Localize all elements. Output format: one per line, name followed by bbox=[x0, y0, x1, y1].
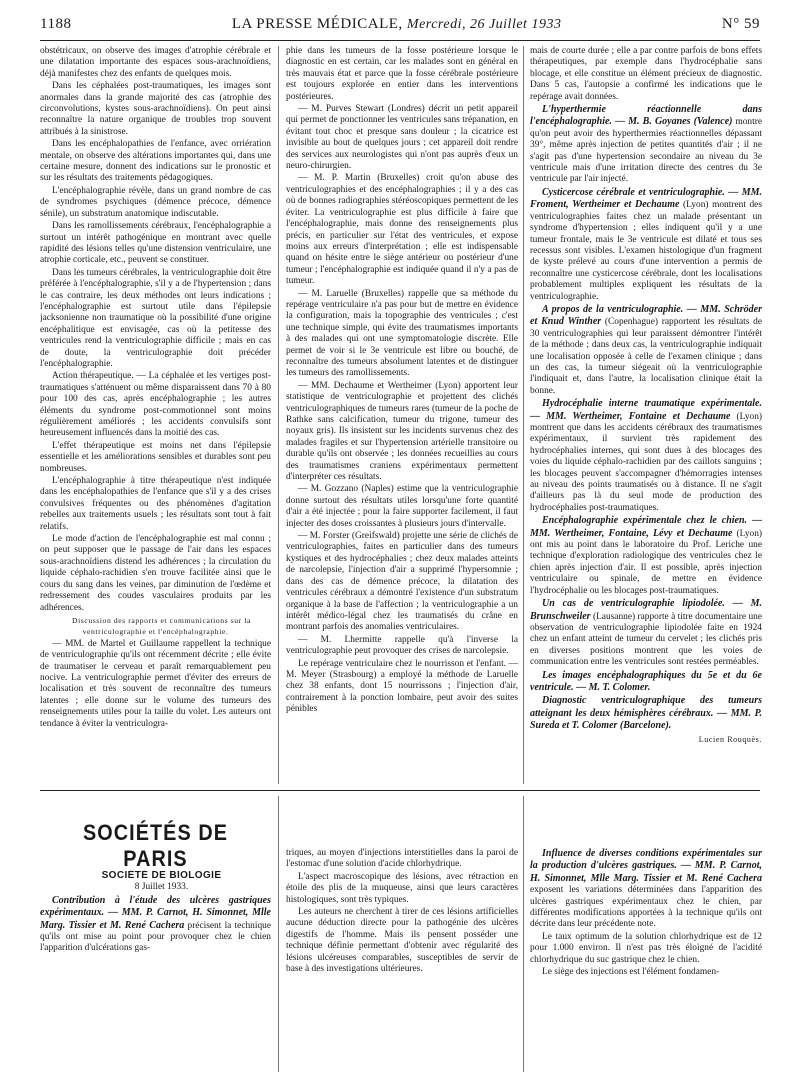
section-heading: Les images encéphalographiques du 5e et du 6e ventricule. — M. T. Colomer. bbox=[530, 669, 762, 693]
column-divider bbox=[523, 46, 524, 784]
section-paragraph: Le repérage ventriculaire chez le nourrisson et l'enfant. — M. Meyer (Strasbourg) a employé la méthode de Laruelle chez 38 enfants, dont 15 nourrissons ; l'injection d'air, contrairement à la ponction lombaire, peut avoir des suites pénibles bbox=[286, 658, 518, 715]
paragraph: L'encéphalographie révèle, dans un grand nombre de cas de syndromes psychiques (démence précoce, démence sénile), un substratum anatomique indiscutable. bbox=[40, 185, 271, 219]
paragraph: Dans les ramollissements cérébraux, l'encéphalographie a surtout un intérêt pathogénique en montrant avec quelle rapidité des lésions telles qu'une distension ventriculaire, une atrophie corticale, etc., peuvent se constituer. bbox=[40, 221, 271, 266]
paragraph: Dans les céphalées post-traumatiques, les images sont anormales dans la grande majorité des cas (atrophie des circonvolutions, kystes sous-arachnoïdiens). On peut ainsi reconnaître la nature organique de troubles trop souvent attribués à la sinistrose. bbox=[40, 81, 271, 137]
issue-number: N° 59 bbox=[721, 16, 760, 32]
section-title: SOCIÉTÉS DE PARIS bbox=[82, 820, 229, 871]
paragraph: — MM. de Martel et Guillaume rappellent la technique de ventriculographie qu'ils ont récemment décrite ; elle évite de traumatiser le cerveau et paraît remarquablement peu nocive. La ventriculographie permet d'éviter des erreurs de localisation et très souvent de reconnaître des tumeurs latentes ; elle donne sur le volume des tumeurs des renseignements utiles pour la taille du volet. Les auteurs ont tendance à éviter la ventriculogra- bbox=[40, 638, 271, 729]
section-paragraph bbox=[530, 670, 762, 695]
bottom-column-1 bbox=[40, 870, 271, 1070]
section-heading: Contribution à l'étude des ulcères gastriques expérimentaux. — MM. P. Carnot, H. Simonnet, Mlle Marg. Tissier et M. René Cachera bbox=[40, 894, 271, 931]
section-paragraph bbox=[530, 598, 762, 668]
page-header bbox=[40, 16, 760, 41]
author-signature: Lucien Rouquès. bbox=[698, 734, 762, 744]
column-divider bbox=[523, 796, 524, 1072]
section-paragraph bbox=[530, 104, 762, 186]
discussion-heading: Discussion des rapports et communications sur la ventriculographie et l'encéphalographie. bbox=[72, 615, 251, 637]
section-heading: Cysticercose cérébrale et ventriculographie. — MM. Froment, Wertheimer et Dechaume bbox=[530, 186, 762, 211]
section-paragraph bbox=[530, 695, 762, 732]
section-text: (Lyon) montrent que dans les accidents cérébraux des traumatismes expérimentaux, il survient très rapidement des hydrocéphalies internes, qui sont dues à des blocages des voies du liquide céphalo-rachidien par des caillots sanguins ; les blocages peuvent s'accompagner d'hémorragies intenses au niveau des points traumatisés ou à distance. Il ne s'agit d'ailleurs pas là du seul mode de production des hydrocéphalies post-traumatiques. bbox=[530, 411, 762, 513]
section-paragraph bbox=[530, 515, 762, 597]
paragraph: — M. Gozzano (Naples) estime que la ventriculographie donne surtout des résultats utiles lorsqu'une forte quantité d'air a été injectée ; pour la faire supporter facilement, il faut injecter des doses croissantes à plusieurs jours d'intervalle. bbox=[286, 484, 518, 529]
section-text: (Lausanne) rapporte à titre documentaire une observation de ventriculographie lipiodolée faite en 1924 chez un enfant atteint de tumeur du cervelet ; les clichés pris en diverses positions montrent que les voies de communication entre les ventricules sont restées perméables. bbox=[530, 611, 762, 668]
section-text: (Lyon) montrent des ventriculographies faites chez un malade présentant un syndrome d'hypertension ; elles indiquent qu'il y a une tumeur frontale, mais le 3e ventricule est dilaté et tous ses recessus sont visibles. L'examen histologique d'un fragment de kyste prélevé au cours d'une intervention a permis de reconnaître une cysticercose cérébrale, dont les localisations probablement multiples expliquent les résultats de la ventriculographie. bbox=[530, 200, 762, 302]
column-1 bbox=[40, 46, 271, 784]
paragraph: — M. P. Martin (Bruxelles) croit qu'on abuse des ventriculographies et des encéphalographies ; il y a des cas où de bonnes radiographies stéréoscopiques permettent de les éviter. La ventriculographie est plus difficile à faire que l'encéphalographie, mais donne des renseignements plus précis, en particulier sur l'état des ventricules, et expose moins aux erreurs d'interprétation ; elle est indispensable quand on hésite entre le siège antérieur ou postérieur d'une tumeur ; l'encéphalographie est indiquée quand il n'y a pas de tumeur. bbox=[286, 173, 518, 287]
section-text: exposent les variations déterminées dans l'apparition des ulcères gastriques expérimentaux chez le chien, par différentes modifications apportées à la technique qu'ils ont décrite dans leur précédente note. bbox=[530, 885, 762, 930]
column-3 bbox=[530, 46, 762, 784]
section-heading: Hydrocéphalie interne traumatique expérimentale. — MM. Wertheimer, Fontaine et Dechaume bbox=[530, 398, 762, 422]
paragraph: Dans les encéphalopathies de l'enfance, avec orriération mentale, on observe des altérations importantes qui, dans une certaine mesure, donnent des indications sur le pronostic et sur les résultats des traitements pédagogiques. bbox=[40, 139, 271, 184]
issue-date: Mercredi, 26 Juillet 1933 bbox=[406, 17, 562, 32]
society-name: SOCIÉTÉ DE BIOLOGIE bbox=[101, 870, 222, 881]
paragraph: — M. Purves Stewart (Londres) décrit un petit appareil qui permet de ponctionner les ventricules sans trépanation, en évitant tout choc et presque sans douleur ; la cicatrice est invisible au bout de quelques jours ; cet appareil doit rendre des services aux neurologistes qui n'ont pas auprès d'eux un neuro-chirurgien. bbox=[286, 104, 518, 172]
section-heading: Diagnostic ventriculographique des tumeurs atteignant les deux hémisphères cérébraux. — MM. P. Sureda et T. Colomer (Barcelone). bbox=[530, 695, 762, 732]
journal-name: LA PRESSE MÉDICALE, bbox=[231, 16, 403, 32]
section-paragraph bbox=[530, 848, 762, 931]
session-date: 8 Juillet 1933. bbox=[134, 882, 189, 893]
section-heading: Un cas de ventriculographie lipiodolée. — M. Brunschweiler bbox=[530, 598, 762, 622]
journal-title bbox=[232, 16, 562, 33]
section-text: (Lyon) ont mis au point dans le laboratoire du Prof. Leriche une technique d'exploration radiologique des ventricules chez le chien après injection d'air. Il est possible, après injection ventriculaire ou spinale, de mettre en évidence l'hydrocéphalie ou les blocages post-traumatiques. bbox=[530, 528, 762, 596]
paragraph: Le mode d'action de l'encéphalographie est mal connu ; on peut supposer que le passage de l'air dans les espaces sous-arachnoïdiens distend les adhérences ; la circulation du liquide céphalo-rachidien s'en trouve facilitée ainsi que le cours du sang dans les veines, par diminution de l'œdème et redressement des coudes vasculaires produits par les adhérences. bbox=[40, 534, 271, 613]
section-heading: L'hyperthermie réactionnelle dans l'encéphalographie. — M. B. Goyanes (Valence) bbox=[530, 104, 762, 128]
section-text: précisent la technique qu'ils ont mise au point pour provoquer chez le chien l'apparition d'ulcérations gas- bbox=[40, 920, 271, 954]
paragraph: L'encéphalographie à titre thérapeutique n'est indiquée dans les encéphalopathies de l'enfance que s'il y a des crises convulsives fréquentes ou des phénomènes d'agitation rebelles aux traitements usuels ; les résultats sont tout à fait relatifs. bbox=[40, 476, 271, 532]
paragraph: phie dans les tumeurs de la fosse postérieure lorsque le diagnostic en est certain, car les malades sont en général en très mauvais état et parce que la fosse cérébrale postérieure est toujours explorée en entier dans les interventions postérieures. bbox=[286, 46, 518, 102]
paragraph: Dans les tumeurs cérébrales, la ventriculographie doit être préférée à l'encéphalographie, s'il y a de l'hypertension ; dans le cas contraire, les deux méthodes ont leurs indications ; l'encéphalographie est surtout utile dans l'épilepsie jacksonienne non traumatique où la possibilité d'une origine encéphalitique est envisagée, cas où la petitesse des ventricules rend la ventriculographie difficile ; mais en cas de doute, la ventriculographie doit précéder l'encéphalographie. bbox=[40, 267, 271, 369]
paragraph: L'aspect macroscopique des lésions, avec rétraction en étoile des plis de la muqueuse, ainsi que leurs caractères histologiques, sont très typiques. bbox=[286, 871, 518, 905]
paragraph: Les auteurs ne cherchent à tirer de ces lésions artificielles aucune déduction directe pour la pathogénie des ulcères digestifs de l'homme. Mais ils pensent posséder une technique définie permettant d'obtenir avec régularité des lésions ulcéreuses comparables, susceptibles de servir de base à des investigations ultérieures. bbox=[286, 907, 518, 975]
paragraph: triques, au moyen d'injections interstitielles dans la paroi de l'estomac d'une solution d'acide chlorhydrique. bbox=[286, 848, 518, 870]
paragraph: L'effet thérapeutique est moins net dans l'épilepsie essentielle et les améliorations sensibles et durables sont peu nombreuses. bbox=[40, 440, 271, 474]
paragraph: Le taux optimum de la solution chlorhydrique est de 12 pour 1.000 environ. Il n'est pas très éloigné de l'acidité chlorhydrique du suc gastrique chez le chien. bbox=[530, 931, 762, 965]
page-number: 1188 bbox=[40, 16, 72, 32]
bottom-column-2 bbox=[286, 848, 518, 1070]
section-text: (Copenhague) rapportent les résultats de 30 ventriculographies qui leur paraissent démontrer l'intérêt de la méthode ; dans deux cas, la ventriculographie indiquait une localisation opposée à celle de l'examen clinique ; dans un des cas, la tumeur siégeait où la ventriculographie l'indiquait et, dans l'autre, la localisation clinique était la bonne. bbox=[530, 317, 762, 396]
paragraph: mais de courte durée ; elle a par contre parfois de bons effets thérapeutiques, par exemple dans l'hydrocéphalie sans blocage, et elle constitue un élément précieux de diagnostic. Dans 5 cas, l'autopsie a confirmé les indications que le repérage avait données. bbox=[530, 46, 762, 102]
section-text: montre qu'on peut avoir des hyperthermies réactionnelles dépassant 39°, même après injection de petites quantités d'air ; il ne s'agit pas d'une hypertension secondaire au niveau du 3e ventricule mais d'une irritation directe des centres du 3e ventricule par l'air injecté. bbox=[530, 117, 762, 185]
section-divider bbox=[40, 790, 760, 791]
section-heading: A propos de la ventriculographie. — MM. Schröder et Knud Winther bbox=[530, 303, 762, 328]
section-paragraph bbox=[530, 398, 762, 514]
column-divider bbox=[278, 46, 279, 784]
column-divider bbox=[278, 796, 279, 1072]
paragraph: — MM. Dechaume et Wertheimer (Lyon) apportent leur statistique de ventriculographie et projettent des clichés ventriculographiques de tumeurs rares (tumeur de la poche de Rathke sans calcification, tumeur du trigone, tumeur des noyaux gris). Ils insistent sur les incidents survenus chez des malades fragiles et sur l'hypertension artérielle transitoire ou durable qu'ils ont observée ; les données recueillies au cours des traumatismes craniens expérimentaux permettent d'interpréter ces résultats. bbox=[286, 380, 518, 483]
paragraph: obstétricaux, on observe des images d'atrophie cérébrale et une dilatation importante des espaces sous-arachnoïdiens, déjà manifestes chez des enfants de quelques mois. bbox=[40, 46, 271, 79]
section-heading: Influence de diverses conditions expérimentales sur la production d'ulcères gastriques. — MM. P. Carnot, H. Simonnet, Mlle Marg. Tissier et M. René Cachera bbox=[530, 848, 762, 884]
column-2 bbox=[286, 46, 518, 784]
paragraph: Action thérapeutique. — La céphalée et les vertiges post-traumatiques s'atténuent ou même disparaissent dans 70 à 80 pour 100 des cas, après encéphalographie ; les autres éléments du syndrome post-commotionnel sont moins régulièrement améliorés ; les accidents convulsifs sont heureusement influencés dans la moitié des cas. bbox=[40, 371, 271, 439]
paragraph: — M. Forster (Greifswald) projette une série de clichés de ventriculographies, faites en particulier dans des tumeurs kystiques et des hydrocéphalies ; chez deux malades atteints de narcolepsie, l'injection d'air a supprimé l'hypersomnie ; dans des cas de démence précoce, la dilatation des ventricules cérébraux a démontré l'existence d'un substratum organique à la base de l'affection ; la ventriculographie a un intérêt médico-légal chez les traumatisés du crâne en montrant parfois des anomalies ventriculaires. bbox=[286, 531, 518, 633]
paragraph: — M. Laruelle (Bruxelles) rappelle que sa méthode du repérage ventriculaire n'a pas pour but de mettre en évidence la configuration, mais la topographie des ventricules ; c'est une technique simple, qui évite des traumatismes importants à des malades qui ont une symptomatologie discrète. Elle permet de voir si le 3e ventricule est libre ou bouché, de reconnaître des tumeurs absolument latentes et de distinguer les tumeurs des ramollissements. bbox=[286, 288, 518, 379]
bottom-column-3 bbox=[530, 848, 762, 1070]
section-paragraph bbox=[530, 187, 762, 303]
section-heading: Encéphalographie expérimentale chez le chien. — MM. Wertheimer, Fontaine, Lévy et Dechaume bbox=[530, 515, 762, 539]
section-paragraph bbox=[530, 304, 762, 397]
section-paragraph bbox=[40, 895, 271, 955]
paragraph: Le siège des injections est l'élément fondamen- bbox=[542, 967, 720, 978]
paragraph: — M. Lhermitte rappelle qu'à l'inverse la ventriculographie peut provoquer des crises de narcolepsie. bbox=[286, 634, 518, 657]
